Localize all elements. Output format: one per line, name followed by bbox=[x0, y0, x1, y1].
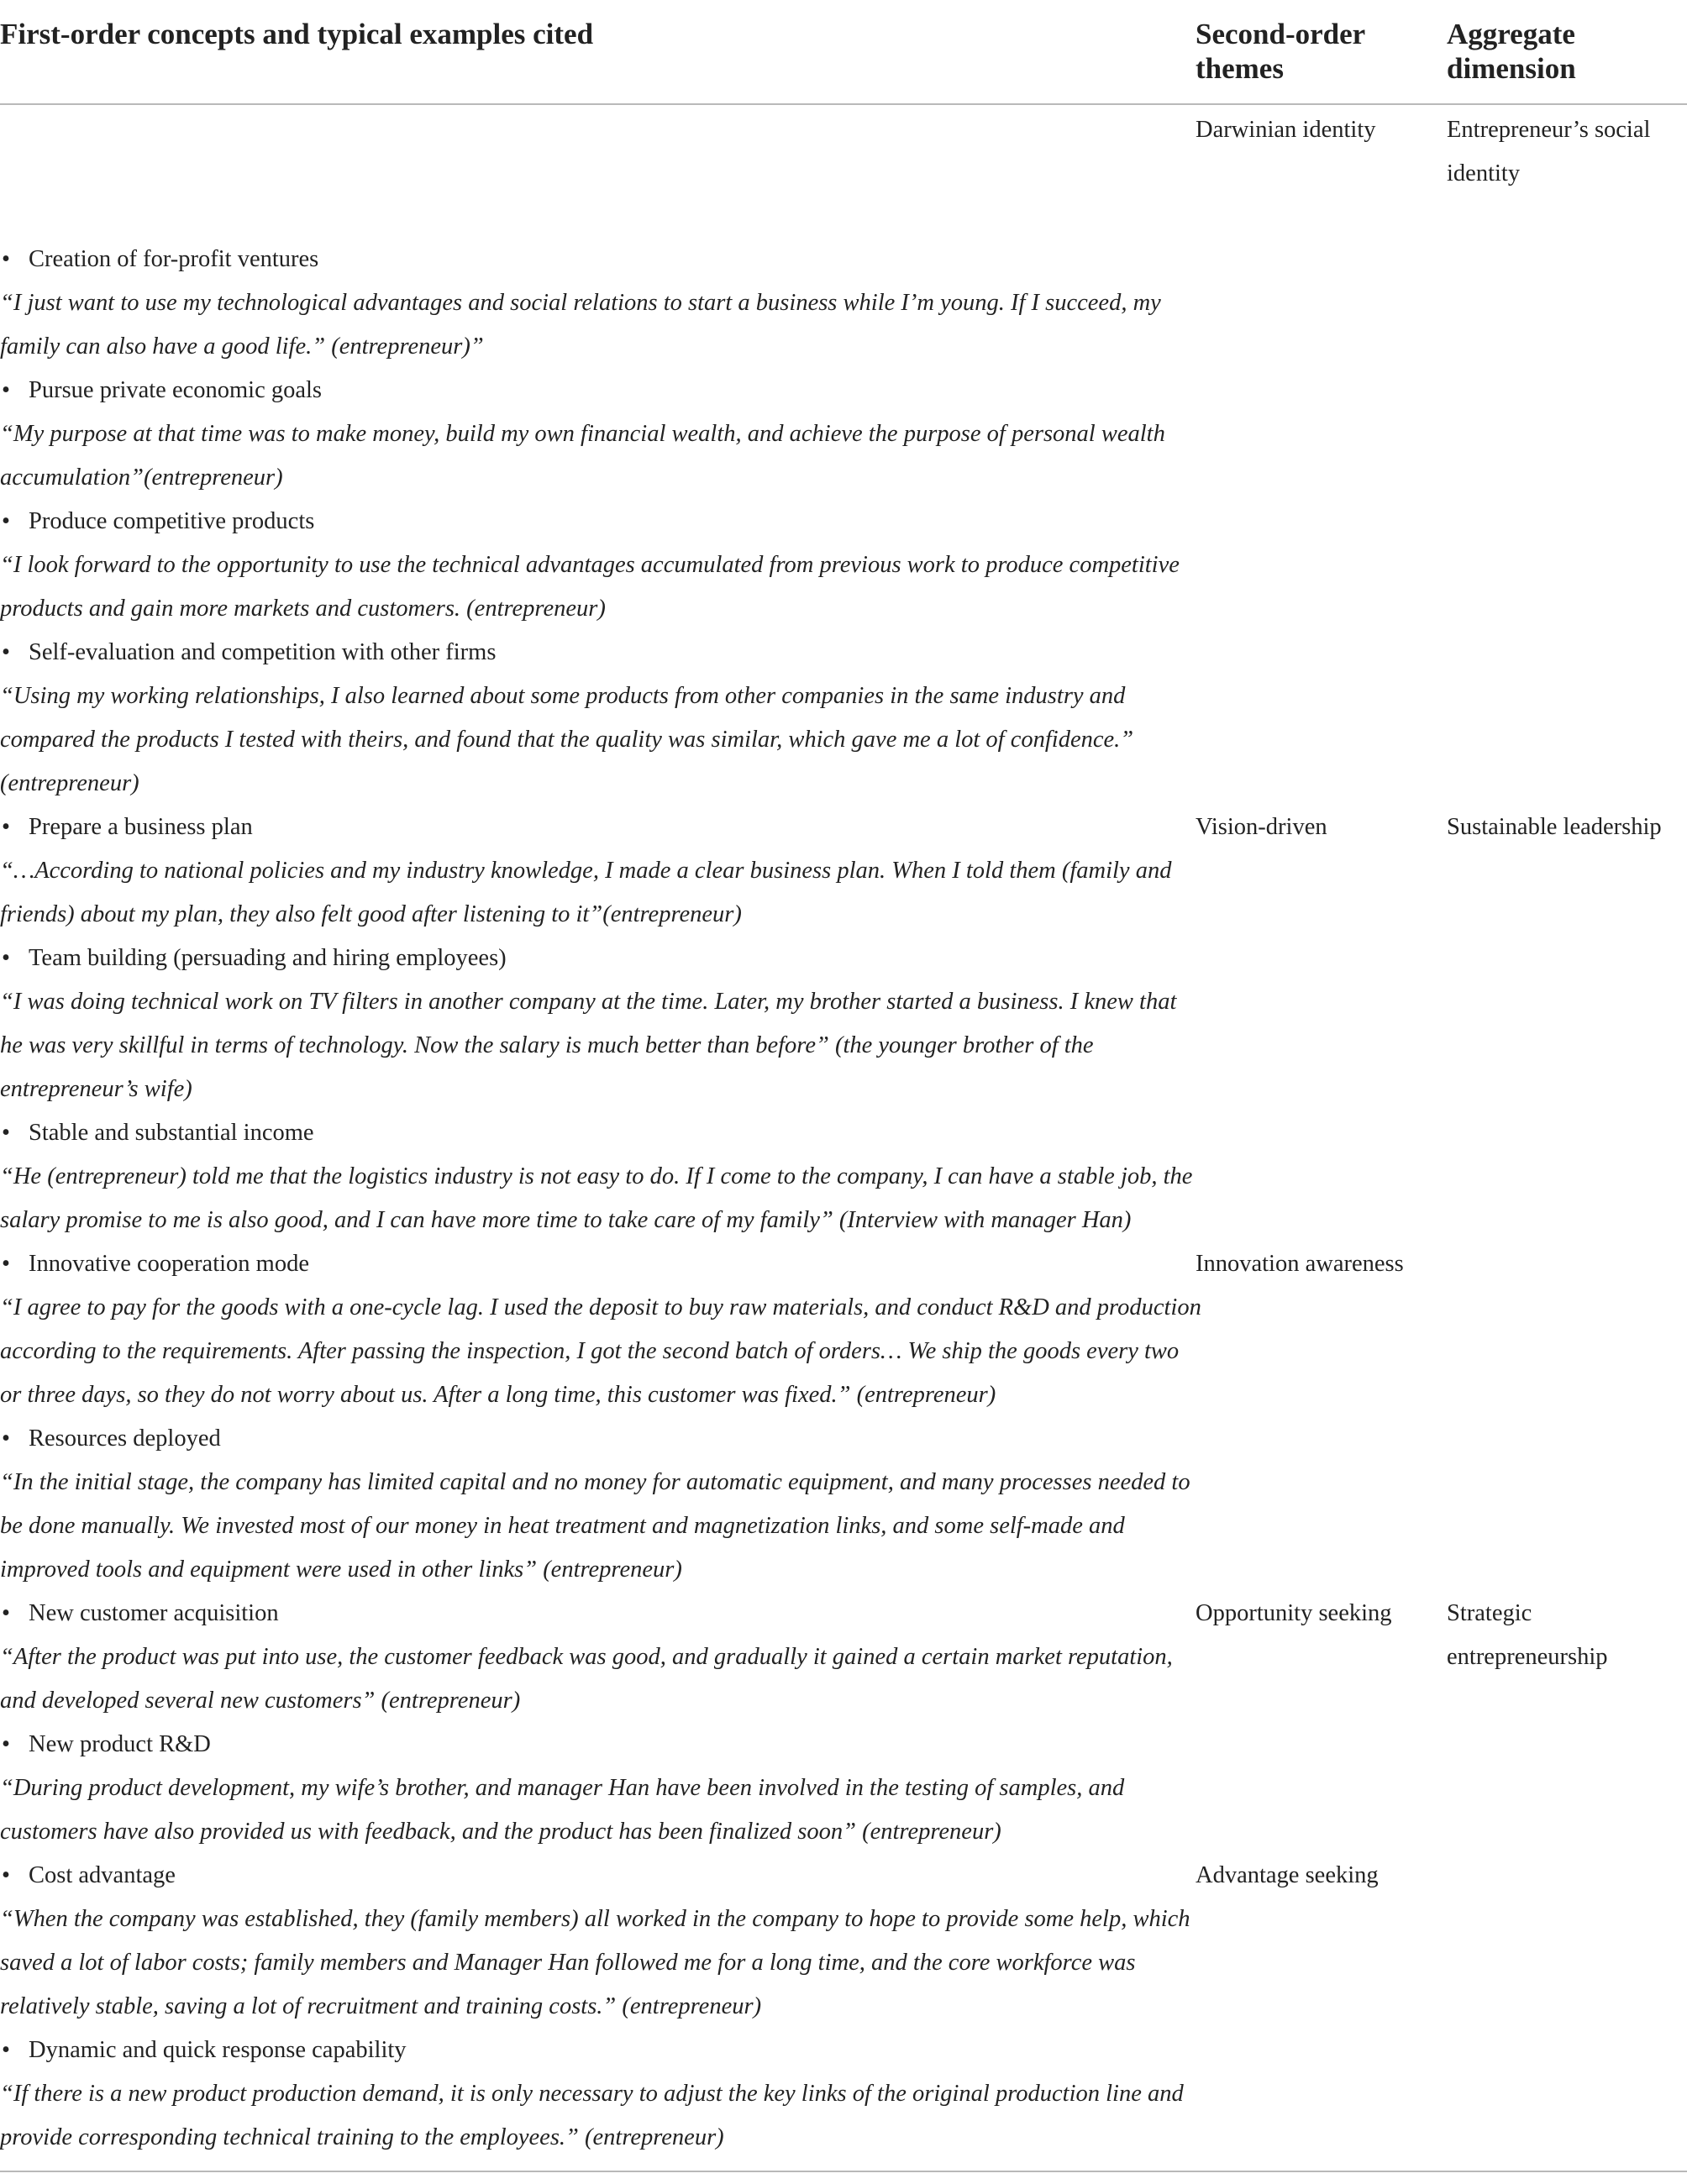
concept-label: Produce competitive products bbox=[29, 508, 315, 534]
quote-line: improved tools and equipment were used in other links” (entrepreneur) bbox=[0, 1557, 682, 1583]
table-row bbox=[0, 500, 1687, 631]
table-row bbox=[0, 1242, 1687, 1417]
quote-line: “My purpose at that time was to make money, build my own financial wealth, and achieve the purpose of personal wealth bbox=[0, 421, 1165, 447]
bullet-icon: • bbox=[2, 1600, 10, 1626]
example-quote bbox=[0, 1286, 1201, 1417]
quote-line: “If there is a new product production demand, it is only necessary to adjust the key links of the original production line and bbox=[0, 2081, 1184, 2107]
example-quote bbox=[0, 1155, 1193, 1242]
bullet-icon: • bbox=[2, 1425, 10, 1452]
first-order-concept-cell bbox=[0, 1723, 1180, 1854]
concept-label: Creation of for-profit ventures bbox=[29, 246, 319, 272]
example-quote bbox=[0, 1898, 1190, 2029]
quote-line: “After the product was put into use, the customer feedback was good, and gradually it gained a certain market reputation, bbox=[0, 1644, 1173, 1670]
example-quote bbox=[0, 980, 1180, 1111]
table-row bbox=[0, 1111, 1687, 1242]
quote-line: “I was doing technical work on TV filters in another company at the time. Later, my brother started a business. I knew that bbox=[0, 989, 1177, 1015]
table-row bbox=[0, 806, 1687, 937]
concept-bullet bbox=[0, 2029, 1180, 2072]
example-quote bbox=[0, 1635, 1180, 1723]
table-header bbox=[0, 0, 1687, 105]
example-quote bbox=[0, 281, 1180, 369]
quote-line: provide corresponding technical training to the employees.” (entrepreneur) bbox=[0, 2124, 724, 2150]
concept-label: New product R&D bbox=[29, 1731, 211, 1757]
table-bottom-rule bbox=[0, 2171, 1687, 2172]
bullet-icon: • bbox=[2, 1120, 10, 1146]
aggregate-dimension: Sustainable leadership bbox=[1447, 814, 1662, 840]
concept-label: Team building (persuading and hiring employees) bbox=[29, 945, 507, 971]
bullet-icon: • bbox=[2, 508, 10, 534]
concept-bullet bbox=[0, 1723, 1180, 1767]
quote-line: accumulation”(entrepreneur) bbox=[0, 465, 283, 491]
quote-line: and developed several new customers” (entrepreneur) bbox=[0, 1688, 521, 1714]
concept-bullet bbox=[0, 1592, 1180, 1635]
quote-line: “…According to national policies and my industry knowledge, I made a clear business plan. When I told them (family and bbox=[0, 858, 1172, 884]
concept-label: New customer acquisition bbox=[29, 1600, 279, 1626]
quote-line: “During product development, my wife’s brother, and manager Han have been involved in the testing of samples, and bbox=[0, 1775, 1125, 1801]
quote-line: customers have also provided us with feedback, and the product has been finalized soon” (entrepreneur) bbox=[0, 1819, 1001, 1845]
bullet-icon: • bbox=[2, 246, 10, 272]
quote-line: be done manually. We invested most of our money in heat treatment and magnetization links, and some self-made and bbox=[0, 1513, 1125, 1539]
quote-line: “I agree to pay for the goods with a one-cycle lag. I used the deposit to buy raw materials, and conduct R&D and production bbox=[0, 1294, 1201, 1320]
second-order-theme: Innovation awareness bbox=[1196, 1251, 1404, 1277]
table-row bbox=[0, 937, 1687, 1111]
concept-bullet bbox=[0, 238, 1180, 281]
quote-line: entrepreneur’s wife) bbox=[0, 1076, 192, 1102]
concept-bullet bbox=[0, 631, 1180, 675]
first-order-concept-cell bbox=[0, 2029, 1184, 2160]
table-row bbox=[0, 1854, 1687, 2029]
bullet-icon: • bbox=[2, 945, 10, 971]
first-order-concept-cell bbox=[0, 500, 1180, 631]
quote-line: family can also have a good life.” (entrepreneur)” bbox=[0, 333, 484, 360]
quote-line: saved a lot of labor costs; family members and Manager Han followed me for a long time, and the core workforce was bbox=[0, 1950, 1136, 1976]
concept-label: Prepare a business plan bbox=[29, 814, 253, 840]
first-order-concept-cell bbox=[0, 369, 1180, 500]
header-aggregate-dimension: Aggregate dimension bbox=[1447, 18, 1576, 85]
table-row bbox=[0, 1723, 1687, 1854]
table-row bbox=[0, 2029, 1687, 2160]
quote-line: “Using my working relationships, I also learned about some products from other companies in the same industry and bbox=[0, 683, 1126, 709]
concept-bullet bbox=[0, 1111, 1180, 1155]
quote-line: or three days, so they do not worry about us. After a long time, this customer was fixed.” (entrepreneur) bbox=[0, 1382, 996, 1408]
first-order-concept-cell bbox=[0, 937, 1180, 1111]
example-quote bbox=[0, 675, 1180, 806]
concept-label: Self-evaluation and competition with other firms bbox=[29, 639, 497, 665]
first-order-concept-cell bbox=[0, 1854, 1190, 2029]
table-row bbox=[0, 631, 1687, 806]
first-order-concept-cell bbox=[0, 238, 1180, 369]
concept-bullet bbox=[0, 1417, 1180, 1461]
table-row bbox=[0, 238, 1687, 369]
concept-bullet bbox=[0, 500, 1180, 543]
header-first-order-concepts: First-order concepts and typical examples cited bbox=[0, 18, 594, 50]
quote-line: relatively stable, saving a lot of recruitment and training costs.” (entrepreneur) bbox=[0, 1993, 762, 2019]
first-order-concept-cell bbox=[0, 1417, 1190, 1592]
bullet-icon: • bbox=[2, 814, 10, 840]
table-body bbox=[0, 105, 1687, 2160]
bullet-icon: • bbox=[2, 639, 10, 665]
quote-line: “I look forward to the opportunity to use the technical advantages accumulated from previous work to produce competitive bbox=[0, 552, 1180, 578]
concept-label: Pursue private economic goals bbox=[29, 377, 323, 403]
concept-label: Innovative cooperation mode bbox=[29, 1251, 309, 1277]
aggregate-dimension: Entrepreneur’s social identity bbox=[1447, 117, 1651, 186]
concept-label: Resources deployed bbox=[29, 1425, 221, 1452]
quote-line: “I just want to use my technological advantages and social relations to start a business while I’m young. If I succeed, my bbox=[0, 290, 1161, 316]
concept-bullet bbox=[0, 369, 1180, 412]
concept-label: Stable and substantial income bbox=[29, 1120, 314, 1146]
quote-line: he was very skillful in terms of technology. Now the salary is much better than before” (the younger brother of the bbox=[0, 1032, 1094, 1058]
concept-bullet bbox=[0, 806, 1180, 849]
aggregate-dimension: Strategic entrepreneurship bbox=[1447, 1600, 1608, 1670]
header-second-order-themes: Second-order themes bbox=[1196, 18, 1365, 85]
example-quote bbox=[0, 1767, 1180, 1854]
example-quote bbox=[0, 2072, 1184, 2160]
table-row-intro bbox=[0, 105, 1687, 238]
first-order-concept-cell bbox=[0, 631, 1180, 806]
quote-line: compared the products I tested with theirs, and found that the quality was similar, which gave me a lot of confidence.” bbox=[0, 727, 1134, 753]
concept-bullet bbox=[0, 1854, 1180, 1898]
quote-line: friends) about my plan, they also felt good after listening to it”(entrepreneur) bbox=[0, 901, 742, 927]
bullet-icon: • bbox=[2, 2037, 10, 2063]
example-quote bbox=[0, 543, 1180, 631]
table-row bbox=[0, 1592, 1687, 1723]
bullet-icon: • bbox=[2, 1251, 10, 1277]
concept-label: Dynamic and quick response capability bbox=[29, 2037, 407, 2063]
quote-line: salary promise to me is also good, and I can have more time to take care of my family” (Interview with manager Han) bbox=[0, 1207, 1132, 1233]
first-order-concept-cell bbox=[0, 1242, 1201, 1417]
quote-line: “When the company was established, they (family members) all worked in the company to hope to provide some help, which bbox=[0, 1906, 1190, 1932]
example-quote bbox=[0, 849, 1180, 937]
concept-label: Cost advantage bbox=[29, 1862, 176, 1888]
first-order-concept-cell bbox=[0, 1111, 1193, 1242]
bullet-icon: • bbox=[2, 1862, 10, 1888]
table-row bbox=[0, 369, 1687, 500]
first-order-concept-cell bbox=[0, 1592, 1180, 1723]
example-quote bbox=[0, 412, 1180, 500]
table-row bbox=[0, 1417, 1687, 1592]
quote-line: products and gain more markets and customers. (entrepreneur) bbox=[0, 596, 606, 622]
quote-line: “He (entrepreneur) told me that the logistics industry is not easy to do. If I come to the company, I can have a stable job, the bbox=[0, 1163, 1193, 1189]
second-order-theme: Advantage seeking bbox=[1196, 1862, 1379, 1888]
first-order-concept-cell bbox=[0, 806, 1180, 937]
quote-line: according to the requirements. After passing the inspection, I got the second batch of orders… We ship the goods every two bbox=[0, 1338, 1180, 1364]
bullet-icon: • bbox=[2, 377, 10, 403]
example-quote bbox=[0, 1461, 1190, 1592]
second-order-theme: Opportunity seeking bbox=[1196, 1600, 1392, 1626]
concept-bullet bbox=[0, 1242, 1180, 1286]
quote-line: “In the initial stage, the company has limited capital and no money for automatic equipment, and many processes needed to bbox=[0, 1469, 1190, 1495]
concept-bullet bbox=[0, 937, 1180, 980]
bullet-icon: • bbox=[2, 1731, 10, 1757]
quote-line: (entrepreneur) bbox=[0, 770, 139, 796]
second-order-theme: Darwinian identity bbox=[1196, 117, 1376, 143]
second-order-theme: Vision-driven bbox=[1196, 814, 1327, 840]
